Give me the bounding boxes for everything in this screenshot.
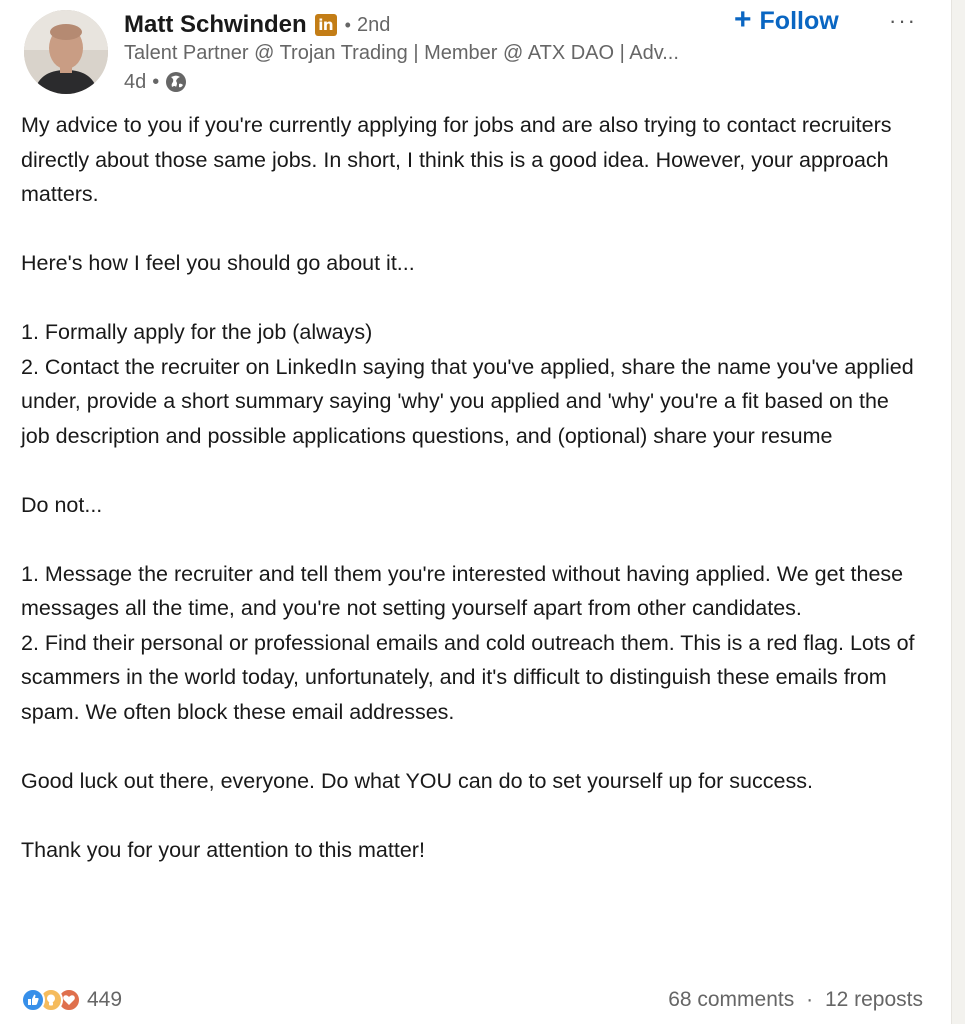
author-name[interactable]: Matt Schwinden <box>124 11 307 38</box>
post-paragraph: Here's how I feel you should go about it... <box>21 251 415 275</box>
follow-label: Follow <box>759 6 839 35</box>
reaction-count: 449 <box>87 988 123 1011</box>
scrollbar-track[interactable] <box>951 0 965 1024</box>
post-body <box>21 108 921 867</box>
post-list-item: 2. Find their personal or professional emails and cold outreach them. This is a red flag. Lots of scammers in the world today, unfortunately, and it's difficult to distinguish these emails from spam. We often block these email addresses. <box>21 630 915 724</box>
avatar-photo <box>24 10 108 94</box>
paragraph-gap <box>21 281 921 316</box>
reactions-summary[interactable] <box>21 988 122 1012</box>
paragraph-gap <box>21 212 921 247</box>
paragraph-gap <box>21 453 921 488</box>
post-list-item: 1. Formally apply for the job (always) <box>21 320 373 344</box>
follow-button[interactable] <box>734 3 839 36</box>
post-paragraph: Thank you for your attention to this matter! <box>21 837 425 862</box>
globe-icon <box>165 71 187 93</box>
engagement-separator: · <box>806 988 814 1011</box>
post-time: 4d <box>124 70 147 93</box>
like-icon <box>21 988 45 1012</box>
social-counts <box>21 984 923 1016</box>
post-list-item: 2. Contact the recruiter on LinkedIn saying that you've applied, share the name you've applied under, provide a short summary saying 'why' you applied and 'why' you're a fit based on the job description and possible applications questions, and (optional) share your resume <box>21 354 914 448</box>
post-list-item: 1. Message the recruiter and tell them you're interested without having applied. We get these messages all the time, and you're not setting yourself apart from other candidates. <box>21 561 904 620</box>
comments-count[interactable]: 68 comments <box>668 988 795 1011</box>
post-header <box>24 3 944 98</box>
engagement-links <box>668 988 923 1012</box>
post-paragraph: Do not... <box>21 492 103 517</box>
name-separator: • <box>344 14 351 35</box>
author-headline: Talent Partner @ Trojan Trading | Member @ ATX DAO | Adv... <box>124 42 679 64</box>
meta-separator: • <box>152 70 160 93</box>
author-avatar[interactable] <box>24 10 108 94</box>
post-meta <box>124 68 187 96</box>
more-options-button[interactable]: ··· <box>889 8 917 33</box>
paragraph-gap <box>21 729 921 764</box>
connection-degree: 2nd <box>356 13 391 36</box>
paragraph-gap <box>21 798 921 833</box>
reposts-count[interactable]: 12 reposts <box>824 988 923 1011</box>
post-paragraph: My advice to you if you're currently applying for jobs and are also trying to contact recruiters directly about those same jobs. In short, I think this is a good idea. However, your approach matters. <box>21 113 892 206</box>
paragraph-gap <box>21 522 921 557</box>
plus-icon: + <box>734 3 752 36</box>
post-paragraph: Good luck out there, everyone. Do what YOU can do to set yourself up for success. <box>21 768 813 793</box>
linkedin-premium-icon: in <box>315 14 337 36</box>
author-name-row <box>124 8 390 42</box>
